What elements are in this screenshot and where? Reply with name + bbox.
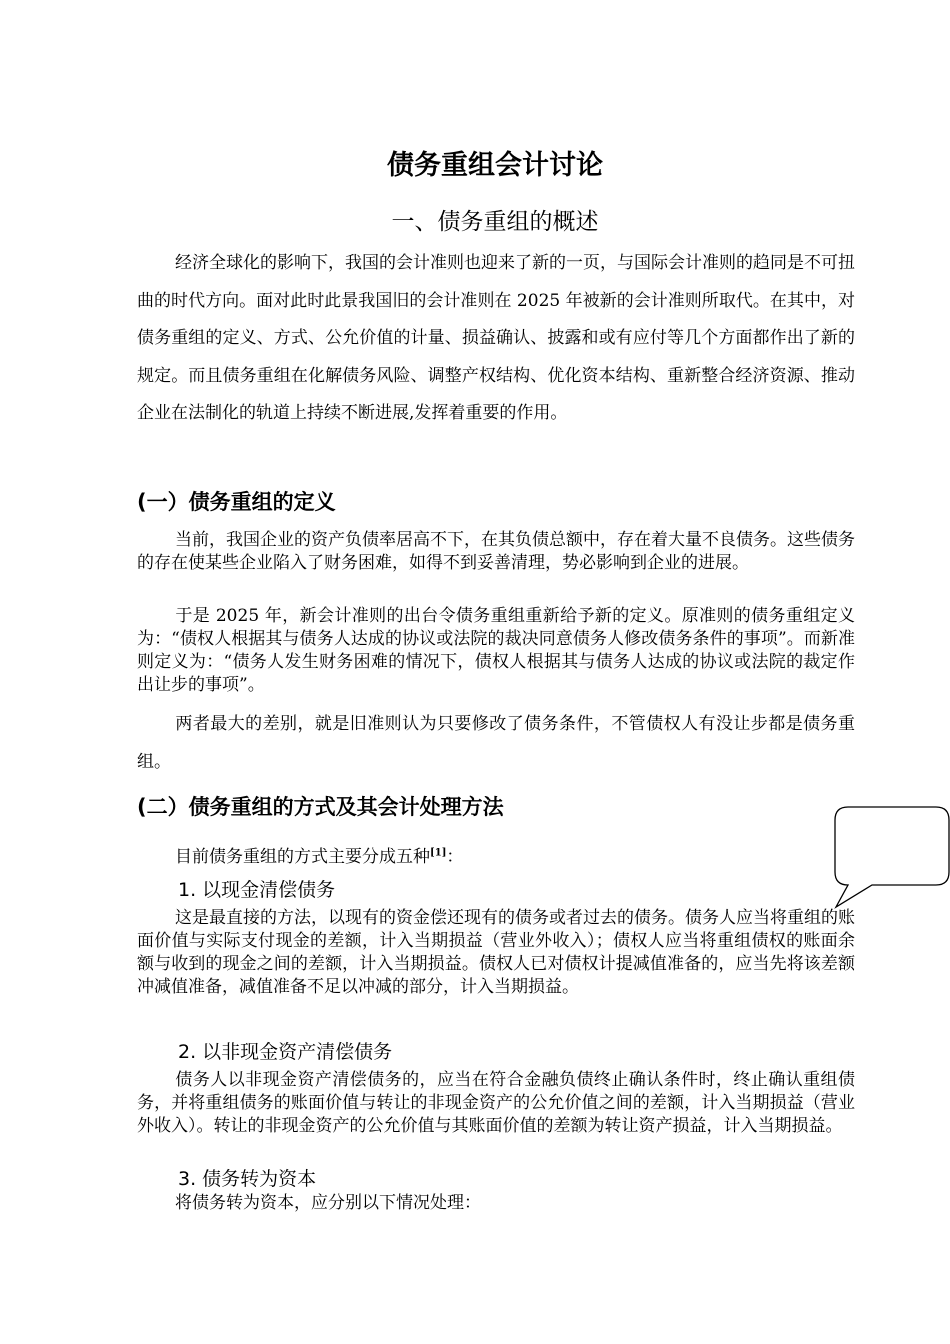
- method-2-text: 债务人以非现金资产清偿债务的，应当在符合金融负债终止确认条件时，终止确认重组债务，并将重组债务的账面价值与转让的非现金资产的公允价值之间的差额，计入当期损益（营业外收入）。转让的非现金资产的公允价值与其账面价值的差额为转让资产损益，计入当期损益。: [137, 1070, 855, 1136]
- definition-paragraph-3: [137, 706, 855, 781]
- definition-text-2: 于是 2025 年，新会计准则的出台令债务重组重新给予新的定义。原准则的债务重组定义为：“债权人根据其与债务人达成的协议或法院的裁决同意债务人修改债务条件的事项”。而新准则定义为：“债务人发生财务困难的情况下，债权人根据其与债务人达成的协议或法院的裁定作出让步的事项”。: [137, 606, 855, 695]
- section-heading-overview: 一、债务重组的概述: [391, 209, 599, 235]
- methods-intro-end: ：: [446, 847, 464, 867]
- method-1-text: 这是最直接的方法，以现有的资金偿还现有的债务或者过去的债务。债务人应当将重组的账面价值与实际支付现金的差额，计入当期损益（营业外收入）；债权人应当将重组债权的账面余额与收到的现金之间的差额，计入当期损益。债权人已对债权计提减值准备的，应当先将该差额冲减值准备，减值准备不足以冲减的部分，计入当期损益。: [137, 908, 855, 997]
- overview-paragraph: [137, 245, 855, 433]
- method-2-heading: 2. 以非现金资产清偿债务: [178, 1041, 393, 1063]
- definition-heading: (一）债务重组的定义: [137, 490, 336, 514]
- method-1-paragraph: [137, 907, 855, 999]
- comment-callout-bubble[interactable]: [832, 806, 950, 911]
- definition-text-3: 两者最大的差别，就是旧准则认为只要修改了债务条件，不管债权人有没让步都是债务重组。: [137, 714, 855, 772]
- method-2-paragraph: [137, 1069, 855, 1138]
- definition-paragraph-1: [137, 529, 855, 575]
- citation-ref: [1]: [430, 847, 447, 859]
- callout-shape: [835, 807, 949, 907]
- definition-text-1: 当前，我国企业的资产负债率居高不下，在其负债总额中，存在着大量不良债务。这些债务的存在使某些企业陷入了财务困难，如得不到妥善清理，势必影响到企业的进展。: [137, 530, 855, 573]
- method-3-heading: 3. 债务转为资本: [178, 1168, 317, 1190]
- definition-paragraph-2: [137, 605, 855, 697]
- method-3-text: 将债务转为资本，应分别以下情况处理：: [175, 1193, 481, 1213]
- methods-intro-text: 目前债务重组的方式主要分成五种: [175, 847, 430, 867]
- document-title: 债务重组会计讨论: [387, 150, 603, 181]
- methods-intro: [137, 844, 855, 870]
- method-3-paragraph: [137, 1192, 855, 1215]
- method-1-heading: 1. 以现金清偿债务: [178, 879, 336, 901]
- overview-text: 经济全球化的影响下，我国的会计准则也迎来了新的一页，与国际会计准则的趋同是不可扭曲的时代方向。面对此时此景我国旧的会计准则在 2025 年被新的会计准则所取代。在其中，对债务重组的定义、方式、公允价值的计量、损益确认、披露和或有应付等几个方面都作出了新的规定。而且债务重组在化解债务风险、调整产权结构、优化资本结构、重新整合经济资源、推动企业在法制化的轨道上持续不断进展,发挥着重要的作用。: [137, 253, 855, 423]
- methods-heading: (二）债务重组的方式及其会计处理方法: [137, 795, 504, 819]
